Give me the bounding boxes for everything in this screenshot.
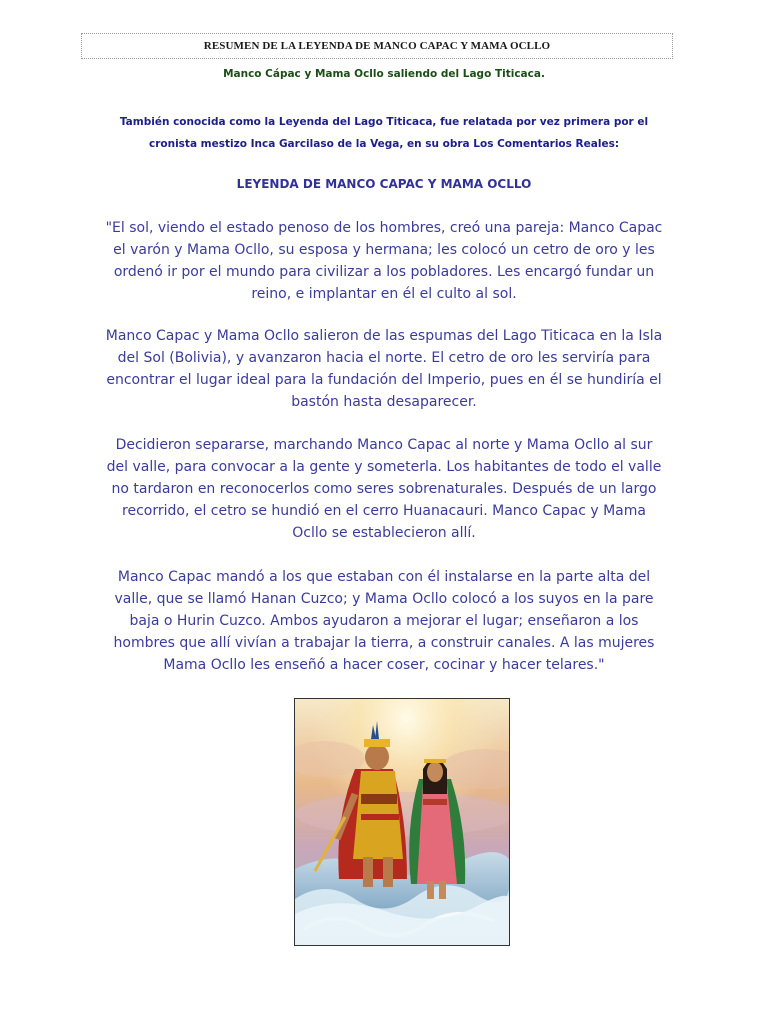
legend-paragraph-4: Manco Capac mandó a los que estaban con él instalarse en la parte alta del valle, que se llamó Hanan Cuzco; y Mama Ocllo colocó a los suyos en la pare baja o Hurin Cuzco. Ambos ayudaron a mejorar el lugar; enseñaron a los hombres que allí vivían a trabajar la tierra, a construir canales. A las mujeres Mama Ocllo les enseñó a hacer coser, cocinar y hacer telares." [113, 569, 655, 673]
illustration-manco-capac-mama-ocllo [294, 698, 510, 946]
legend-paragraph-1: "El sol, viendo el estado penoso de los hombres, creó una pareja: Manco Capac el varón y Mama Ocllo, su esposa y hermana; les colocó un cetro de oro y les ordenó ir por el mundo para civilizar a los pobladores. Les encargó fundar un reino, e implantar en él el culto al sol. [105, 220, 663, 302]
image-caption: Manco Cápac y Mama Ocllo saliendo del Lago Titicaca. [223, 68, 545, 80]
legend-paragraph-3: Decidieron separarse, marchando Manco Capac al norte y Mama Ocllo al sur del valle, para convocar a la gente y someterla. Los habitantes de todo el valle no tardaron en reconocerlos como seres sobrenaturales. Después de un largo recorrido, el cetro se hundió en el cerro Huanacauri. Manco Capac y Mama Ocllo se establecieron allí. [106, 437, 662, 541]
document-title: RESUMEN DE LA LEYENDA DE MANCO CAPAC Y MAMA OCLLO [203, 40, 551, 52]
header-box [81, 33, 673, 59]
illustration-image [295, 699, 509, 945]
intro-paragraph: También conocida como la Leyenda del Lago Titicaca, fue relatada por vez primera por el cronista mestizo Inca Garcilaso de la Vega, en su obra Los Comentarios Reales: [119, 116, 649, 150]
legend-paragraph-2: Manco Capac y Mama Ocllo salieron de las espumas del Lago Titicaca en la Isla del Sol (Bolivia), y avanzaron hacia el norte. El cetro de oro les serviría para encontrar el lugar ideal para la fundación del Imperio, pues en él se hundiría el bastón hasta desaparecer. [105, 328, 663, 410]
section-heading: LEYENDA DE MANCO CAPAC Y MAMA OCLLO [236, 177, 532, 191]
